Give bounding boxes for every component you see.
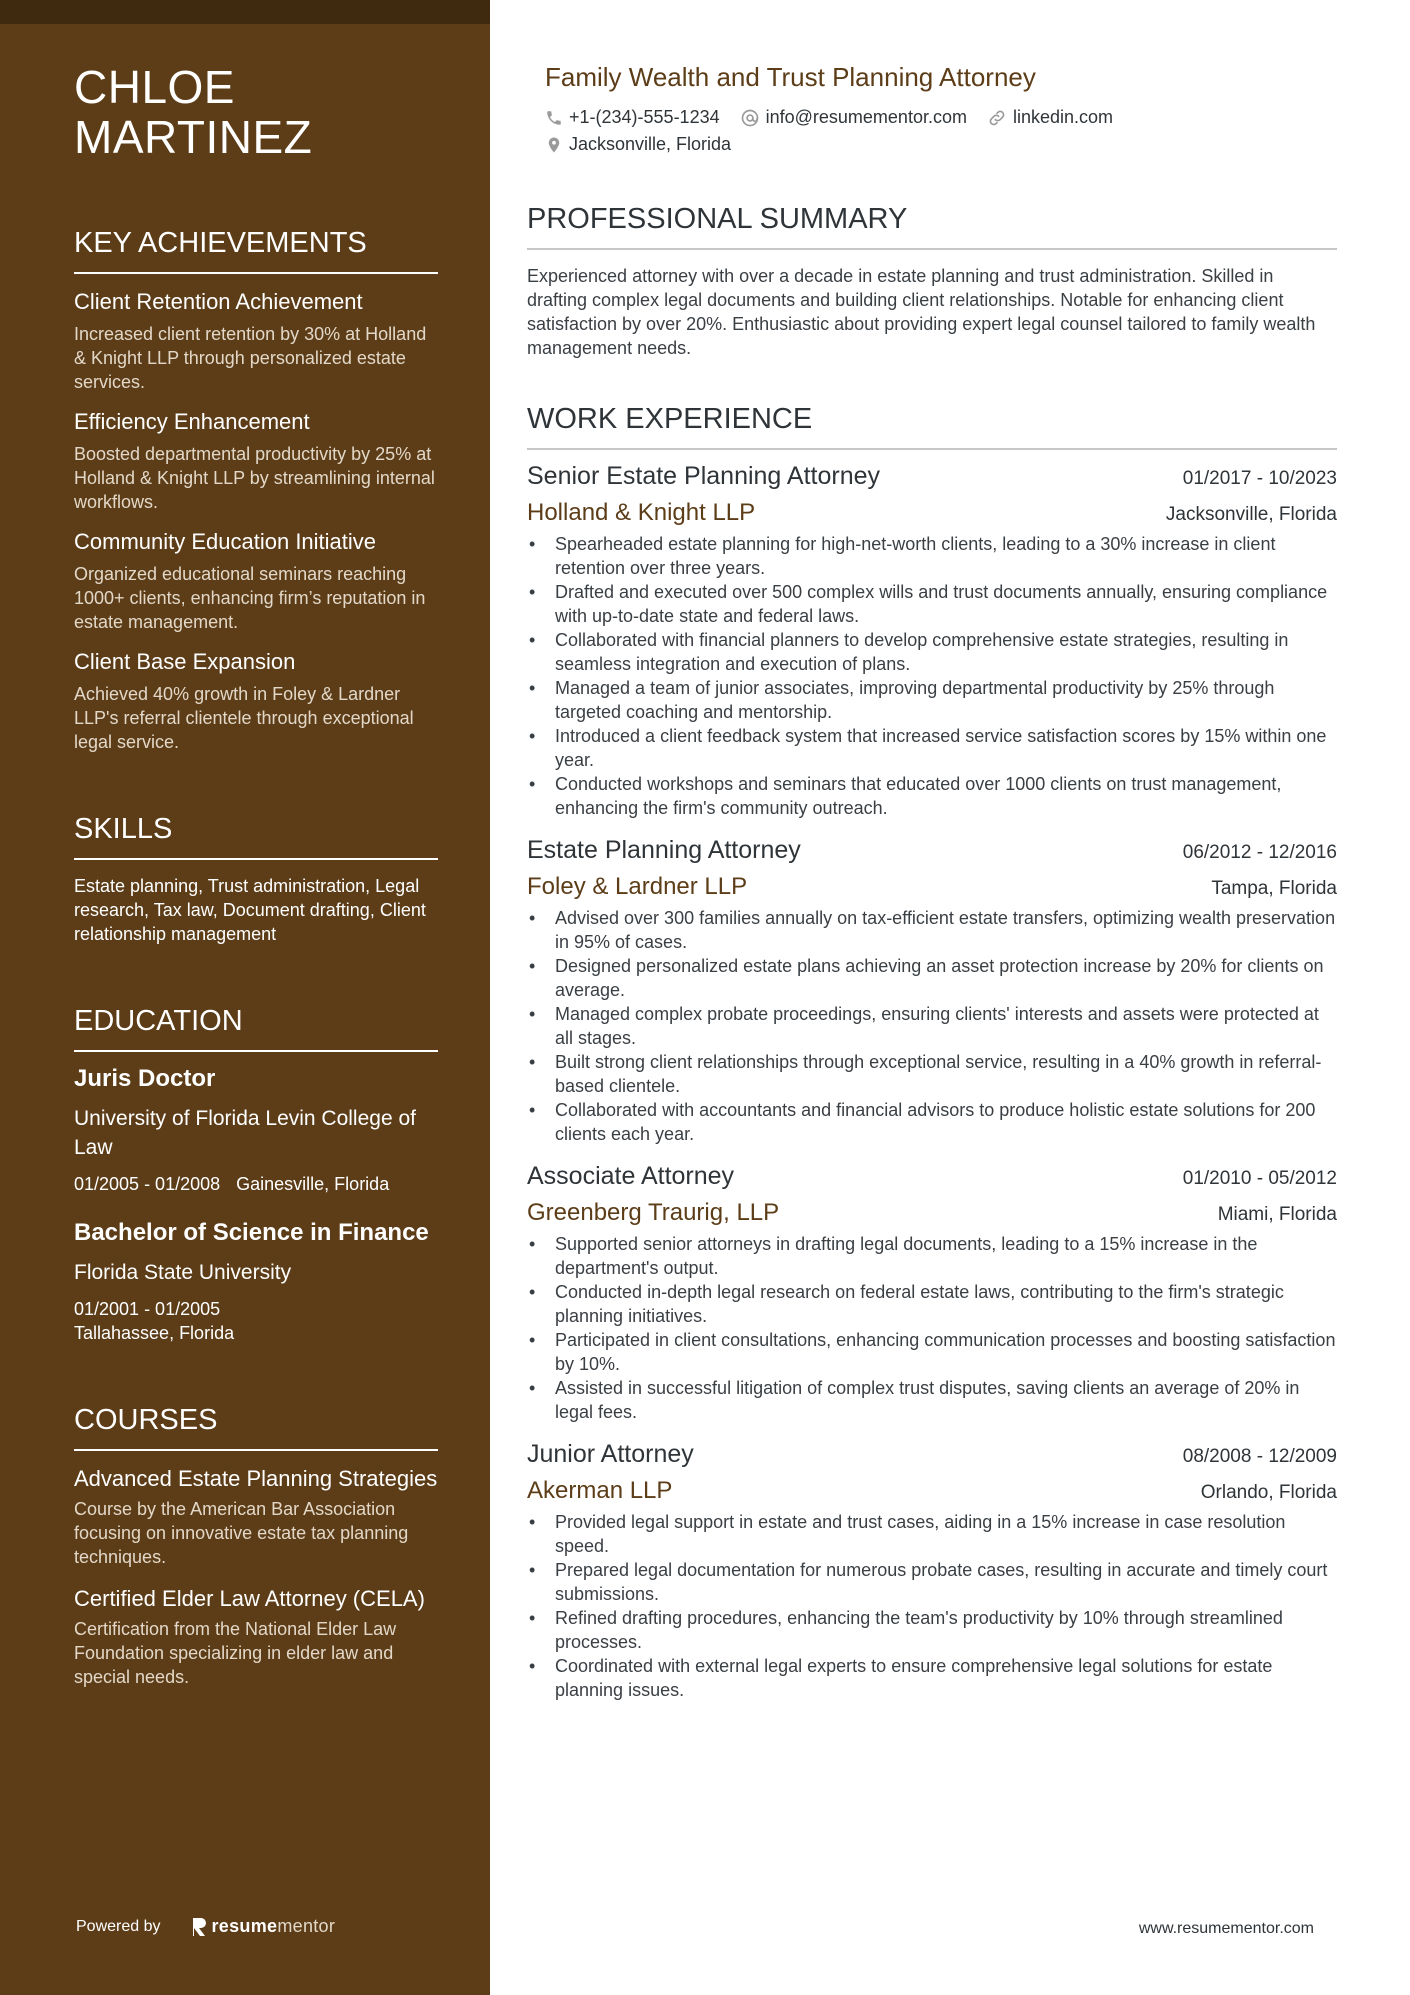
course-desc: Certification from the National Elder Law Foundation specializing in elder law and special needs. (74, 1619, 397, 1687)
at-icon (740, 108, 760, 128)
job-bullet: • Managed a team of junior associates, improving departmental productivity by 25% through targeted coaching and mentorship. (527, 676, 1337, 724)
skills-list: Estate planning, Trust administration, Legal research, Tax law, Document drafting, Client relationship management (74, 876, 426, 944)
summary-section (527, 202, 1337, 360)
phone-icon (545, 109, 563, 127)
job-bullet: • Participated in client consultations, enhancing communication processes and boosting satisfaction by 10%. (527, 1328, 1337, 1376)
education-section (74, 1004, 438, 1345)
achievements-section (74, 226, 438, 754)
phone-text: +1-(234)-555-1234 (569, 107, 720, 127)
achievement-desc: Organized educational seminars reaching 1000+ clients, enhancing firm’s reputation in estate management. (74, 564, 426, 632)
candidate-name (74, 62, 438, 162)
job-bullet: • Coordinated with external legal experts to ensure comprehensive legal solutions for estate planning issues. (527, 1654, 1337, 1702)
skills-section (74, 812, 438, 946)
achievement-item (74, 408, 438, 514)
job-dates: 01/2010 - 05/2012 (1182, 1168, 1337, 1189)
job-subheader (527, 1198, 1337, 1228)
job-role: Senior Estate Planning Attorney (527, 462, 881, 490)
job-bullets (527, 1510, 1337, 1702)
job-role: Associate Attorney (527, 1162, 735, 1190)
sidebar (0, 0, 490, 1995)
contact-email[interactable] (740, 104, 967, 131)
job-subheader (527, 1476, 1337, 1506)
job-location: Jacksonville, Florida (1165, 504, 1337, 525)
resumementor-logo-icon (191, 1917, 207, 1937)
achievement-title: Community Education Initiative (74, 529, 377, 554)
job-bullet: • Provided legal support in estate and trust cases, aiding in a 15% increase in case resolution speed. (527, 1510, 1337, 1558)
job-bullet: • Collaborated with financial planners to develop comprehensive estate strategies, resulting in seamless integration and execution of plans. (527, 628, 1337, 676)
job-bullet: • Introduced a client feedback system that increased service satisfaction scores by 15% within one year. (527, 724, 1337, 772)
education-location: Tallahassee, Florida (74, 1323, 235, 1343)
job-bullet: • Conducted in-depth legal research on federal estate laws, contributing to the firm's strategic planning initiatives. (527, 1280, 1337, 1328)
job-dates: 08/2008 - 12/2009 (1182, 1446, 1337, 1467)
job-role: Junior Attorney (527, 1440, 694, 1468)
course-title: Certified Elder Law Attorney (CELA) (74, 1586, 425, 1611)
achievement-title: Client Retention Achievement (74, 289, 363, 314)
job-company: Greenberg Traurig, LLP (527, 1199, 780, 1226)
job-bullets (527, 1232, 1337, 1424)
job-subheader (527, 498, 1337, 528)
job-bullet: • Conducted workshops and seminars that educated over 1000 clients on trust management, enhancing the firm's community outreach. (527, 772, 1337, 820)
education-dates: 01/2005 - 01/2008 (74, 1174, 221, 1194)
education-meta (74, 1297, 438, 1345)
main-content (527, 60, 1337, 1702)
job-bullet: • Drafted and executed over 500 complex wills and trust documents annually, ensuring compliance with up-to-date state and federal laws. (527, 580, 1337, 628)
education-item (74, 1064, 438, 1196)
job-company: Akerman LLP (527, 1477, 673, 1504)
job-entry (527, 1438, 1337, 1702)
course-item (74, 1465, 438, 1569)
experience-heading: WORK EXPERIENCE (527, 402, 1337, 450)
education-item (74, 1218, 438, 1345)
job-subheader (527, 872, 1337, 902)
name-last: MARTINEZ (74, 111, 313, 163)
summary-text: Experienced attorney with over a decade in estate planning and trust administration. Skilled in drafting complex legal documents and building client relationships. Notable for enhancing client satisfaction by over 20%. Enthusiastic about providing expert legal counsel tailored to family wealth management needs. (527, 266, 1316, 358)
job-header (527, 1438, 1337, 1470)
job-header (527, 1160, 1337, 1192)
achievement-desc: Boosted departmental productivity by 25% at Holland & Knight LLP by streamlining internal workflows. (74, 444, 435, 512)
job-location: Tampa, Florida (1211, 878, 1337, 899)
education-location: Gainesville, Florida (236, 1174, 390, 1194)
achievement-item (74, 528, 438, 634)
job-bullet: • Advised over 300 families annually on tax-efficient estate transfers, optimizing wealth preservation in 95% of cases. (527, 906, 1337, 954)
education-degree: Juris Doctor (74, 1065, 216, 1092)
education-school: Florida State University (74, 1261, 292, 1284)
job-header (527, 460, 1337, 492)
job-company: Foley & Lardner LLP (527, 873, 748, 900)
achievement-title: Efficiency Enhancement (74, 409, 310, 434)
job-bullet: • Prepared legal documentation for numerous probate cases, resulting in accurate and timely court submissions. (527, 1558, 1337, 1606)
skills-heading: SKILLS (74, 812, 438, 860)
job-header (527, 834, 1337, 866)
summary-heading: PROFESSIONAL SUMMARY (527, 202, 1337, 250)
achievement-desc: Increased client retention by 30% at Holland & Knight LLP through personalized estate services. (74, 324, 427, 392)
job-entry (527, 834, 1337, 1146)
job-dates: 06/2012 - 12/2016 (1182, 842, 1337, 863)
job-role: Estate Planning Attorney (527, 836, 801, 864)
job-entry (527, 1160, 1337, 1424)
job-bullet: • Assisted in successful litigation of complex trust disputes, saving clients an average of 20% in legal fees. (527, 1376, 1337, 1424)
courses-heading: COURSES (74, 1403, 438, 1451)
location-pin-icon (545, 135, 563, 155)
education-school: University of Florida Levin College of Law (74, 1107, 416, 1159)
contact-location (545, 131, 731, 158)
linkedin-text: linkedin.com (1012, 107, 1114, 127)
job-bullet: • Refined drafting procedures, enhancing the team's productivity by 10% through streamlined processes. (527, 1606, 1337, 1654)
education-meta (74, 1172, 438, 1196)
course-desc: Course by the American Bar Association focusing on innovative estate tax planning techniques. (74, 1499, 409, 1567)
contact-row (545, 131, 1337, 158)
course-item (74, 1585, 438, 1689)
sidebar-top-bar (0, 0, 490, 24)
powered-by-label: Powered by (76, 1917, 161, 1935)
achievement-item (74, 288, 438, 394)
courses-section (74, 1403, 438, 1689)
job-entry (527, 460, 1337, 820)
logo-text-light: mentor (277, 1916, 336, 1936)
powered-by (76, 1916, 335, 1937)
logo-text-bold: resume (211, 1916, 278, 1936)
link-icon (987, 108, 1007, 128)
sidebar-content (74, 62, 438, 1689)
contact-linkedin[interactable] (987, 104, 1113, 131)
job-bullet: • Supported senior attorneys in drafting legal documents, leading to a 15% increase in the department's output. (527, 1232, 1337, 1280)
job-bullet: • Collaborated with accountants and financial advisors to produce holistic estate solutions for 200 clients each year. (527, 1098, 1337, 1146)
course-title: Advanced Estate Planning Strategies (74, 1466, 438, 1491)
resumementor-logo[interactable] (191, 1916, 336, 1937)
achievement-title: Client Base Expansion (74, 649, 296, 674)
job-location: Orlando, Florida (1200, 1482, 1337, 1503)
job-company: Holland & Knight LLP (527, 499, 756, 526)
contact-row (545, 104, 1337, 131)
education-degree: Bachelor of Science in Finance (74, 1219, 429, 1246)
email-text: info@resumementor.com (765, 107, 967, 127)
job-bullet: • Managed complex probate proceedings, ensuring clients' interests and assets were protected at all stages. (527, 1002, 1337, 1050)
job-title: Family Wealth and Trust Planning Attorney (545, 62, 1036, 92)
contact-info (545, 104, 1337, 158)
job-bullets (527, 906, 1337, 1146)
achievement-desc: Achieved 40% growth in Foley & Lardner LLP's referral clientele through exceptional legal service. (74, 684, 414, 752)
job-dates: 01/2017 - 10/2023 (1182, 468, 1337, 489)
job-bullet: • Spearheaded estate planning for high-net-worth clients, leading to a 30% increase in client retention over three years. (527, 532, 1337, 580)
job-bullet: • Built strong client relationships through exceptional service, resulting in a 40% growth in referral-based clientele. (527, 1050, 1337, 1098)
name-first: CHLOE (74, 61, 235, 113)
footer-url[interactable]: www.resumementor.com (1138, 1920, 1314, 1937)
achievements-heading: KEY ACHIEVEMENTS (74, 226, 438, 274)
contact-phone[interactable] (545, 104, 720, 131)
education-dates: 01/2001 - 01/2005 (74, 1299, 221, 1319)
job-bullet: • Designed personalized estate plans achieving an asset protection increase by 20% for clients on average. (527, 954, 1337, 1002)
location-text: Jacksonville, Florida (569, 134, 732, 154)
education-heading: EDUCATION (74, 1004, 438, 1052)
achievement-item (74, 648, 438, 754)
job-bullets (527, 532, 1337, 820)
experience-section (527, 402, 1337, 1702)
job-location: Miami, Florida (1217, 1204, 1337, 1225)
